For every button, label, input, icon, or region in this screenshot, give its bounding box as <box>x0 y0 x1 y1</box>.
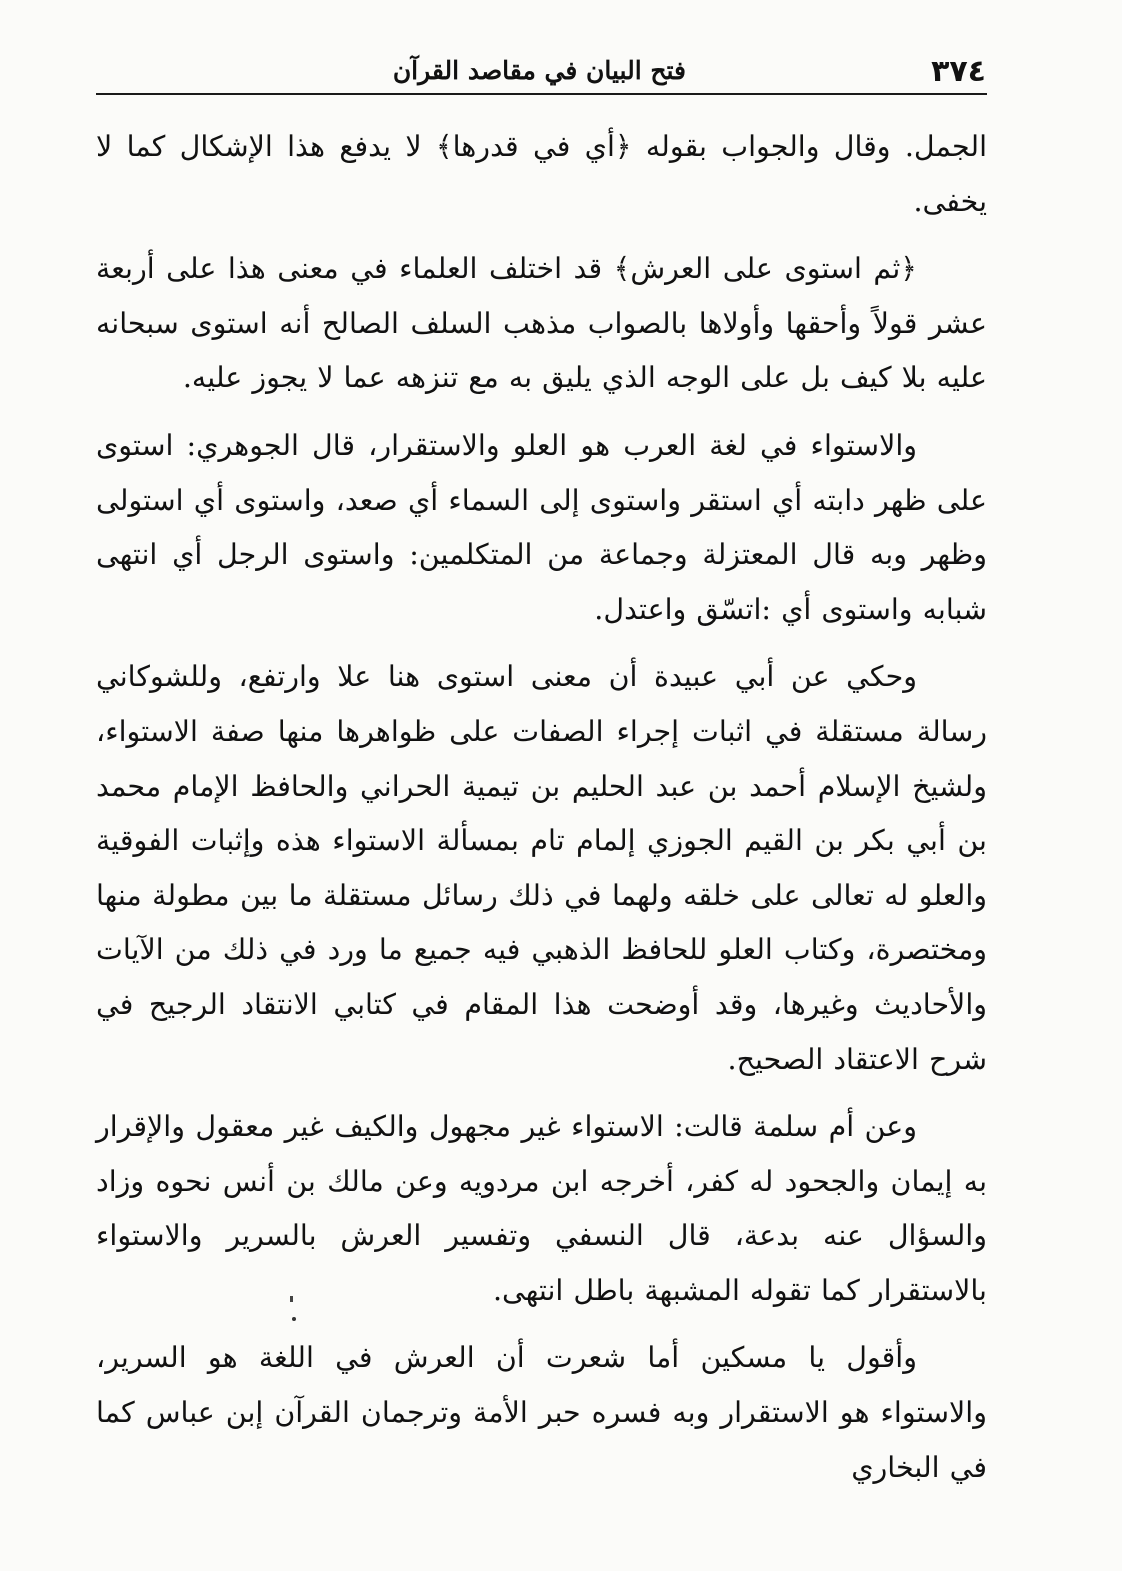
paragraph: وأقول يا مسكين أما شعرت أن العرش في اللغة هو السرير، والاستواء هو الاستقرار وبه فسره حبر الأمة وترجمان القرآن إبن عباس كما في البخاري <box>96 1341 987 1484</box>
page-header <box>96 52 986 94</box>
paragraph: وحكي عن أبي عبيدة أن معنى استوى هنا علا وارتفع، وللشوكاني رسالة مستقلة في اثبات إجراء الصفات على ظواهرها منها صفة الاستواء، ولشيخ الإسلام أحمد بن عبد الحليم بن تيمية الحراني والحافظ الإمام محمد بن أبي بكر بن القيم الجوزي إلمام تام بمسألة الاستواء هذه وإثبات الفوقية والعلو له تعالى على خلقه ولهما في ذلك رسائل مستقلة ما بين مطولة منها ومختصرة، وكتاب العلو للحافظ الذهبي فيه جميع ما ورد في ذلك من الآيات والأحاديث وغيرها، وقد أوضحت هذا المقام في كتابي الانتقاد الرجيح في شرح الاعتقاد الصحيح. <box>96 660 987 1076</box>
page-number: ٣٧٤ <box>931 54 986 89</box>
scan-speck <box>292 1317 296 1321</box>
paragraph: والاستواء في لغة العرب هو العلو والاستقرار، قال الجوهري: استوى على ظهر دابته أي استقر واستوى إلى السماء أي صعد، واستوى أي استولى وظهر وبه قال المعتزلة وجماعة من المتكلمين: واستوى الرجل أي انتهى شبابه واستوى أي :اتسّق واعتدل. <box>96 428 987 626</box>
header-divider <box>96 93 987 95</box>
page-body <box>96 120 987 1508</box>
running-title: فتح البيان في مقاصد القرآن <box>392 56 686 85</box>
scan-speck <box>290 1296 293 1302</box>
paragraph: وعن أم سلمة قالت: الاستواء غير مجهول والكيف غير معقول والإقرار به إيمان والجحود له كفر، أخرجه ابن مردويه وعن مالك بن أنس نحوه وزاد والسؤال عنه بدعة، قال النسفي وتفسير العرش بالسرير والاستواء بالاستقرار كما تقوله المشبهة باطل انتهى. <box>96 1110 987 1307</box>
paragraph: ﴿ثم استوى على العرش﴾ قد اختلف العلماء في معنى هذا على أربعة عشر قولاً وأحقها وأولاها بالصواب مذهب السلف الصالح أنه استوى سبحانه عليه بلا كيف بل على الوجه الذي يليق به مع تنزهه عما لا يجوز عليه. <box>96 252 987 395</box>
paragraph: الجمل. وقال والجواب بقوله ﴿أي في قدرها﴾ لا يدفع هذا الإشكال كما لا يخفى. <box>96 130 987 218</box>
